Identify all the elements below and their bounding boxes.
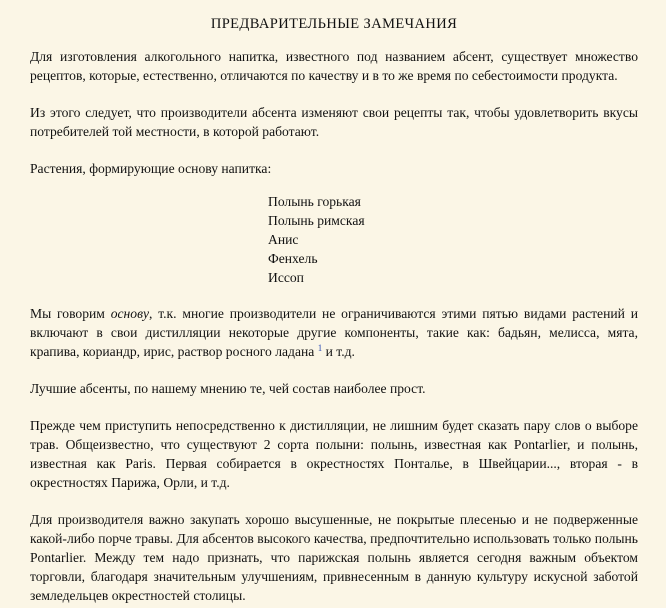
footnote-marker[interactable]: 1	[317, 343, 323, 353]
plant-item: Фенхель	[268, 251, 318, 266]
basis-emphasis: основу	[110, 306, 150, 321]
plant-item: Полынь римская	[268, 213, 365, 228]
paragraph-wormwood-varieties: Прежде чем приступить непосредственно к дистилляции, не лишним будет сказать пару слов о выборе трав. Общеизвестно, что существуют 2 сорта полыни: полынь, известная как Pontarlier, и полынь, известная как Paris. Первая собирается в окрестностях Понтальe, в Швейцарии..., вторая - в окрестностях Парижа, Орли, и т.д.	[30, 418, 638, 490]
plant-item: Анис	[268, 232, 299, 247]
plant-item: Иссоп	[268, 270, 304, 285]
basis-text-after: , т.к. многие производители не ограничиваются этими пятью видами растений и включают в свои дистилляции некоторые другие компоненты, такие как: бадьян, мелисса, мята, крапива, кориандр, ирис, раствор росного ладана	[30, 306, 638, 359]
paragraph-herb-quality: Для производителя важно закупать хорошо высушенные, не покрытые плесенью и не подверженные какой-либо порче травы. Для абсентов высокого качества, предпочтительно использовать только полынь Pontarlier. Между тем надо признать, что парижская полынь является сегодня важным объектом торговли, благодаря значительным улучшениям, привнесенным в данную культуру искусной заботой земледельцев окрестностей столицы.	[30, 512, 638, 603]
paragraph-plants-intro: Растения, формирующие основу напитка:	[30, 161, 272, 176]
plant-item: Полынь горькая	[268, 194, 361, 209]
paragraph-basis	[30, 304, 638, 361]
paragraph-intro: Для изготовления алкогольного напитка, известного под названием абсент, существует множество рецептов, которые, естественно, отличаются по качеству и в то же время по себестоимости продукта.	[30, 49, 638, 83]
basis-text-end: и т.д.	[322, 344, 355, 359]
paragraph-best-absinthe: Лучшие абсенты, по нашему мнению те, чей состав наиболее прост.	[30, 381, 426, 396]
page-title: ПРЕДВАРИТЕЛЬНЫЕ ЗАМЕЧАНИЯ	[210, 16, 458, 32]
plant-list	[268, 192, 638, 287]
paragraph-producers: Из этого следует, что производители абсента изменяют свои рецепты так, чтобы удовлетворить вкусы потребителей той местности, в которой работают.	[30, 105, 638, 139]
basis-text-before: Мы говорим	[30, 306, 111, 321]
